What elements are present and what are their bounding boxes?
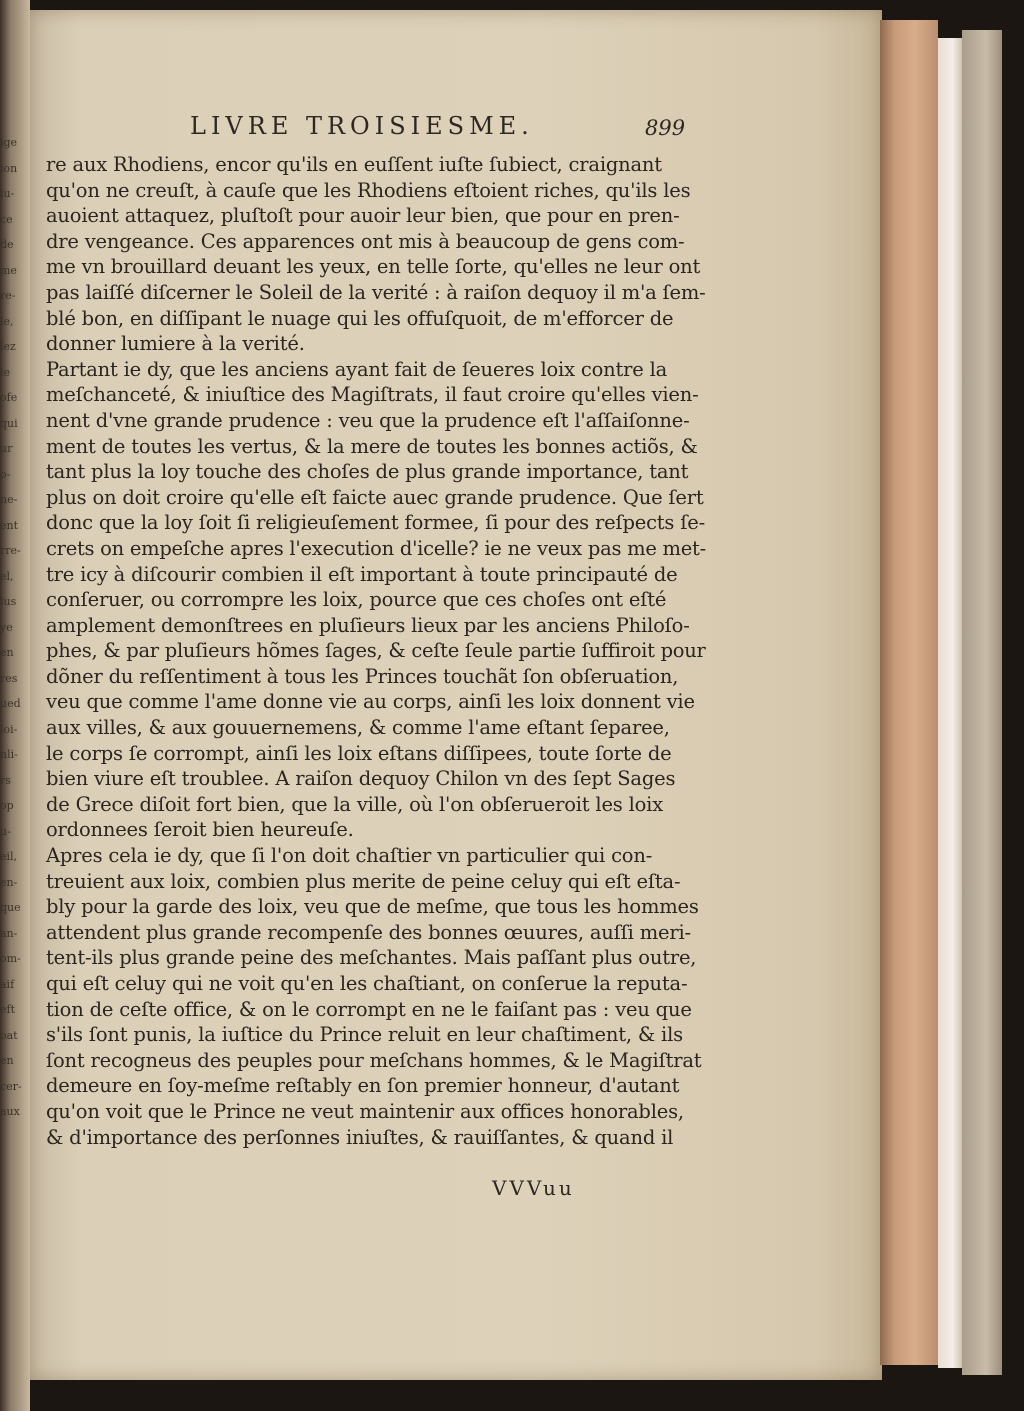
margin-fragment: u- (0, 824, 11, 838)
text-line: donner lumiere à la verité. (46, 332, 305, 356)
margin-fragment: aux (0, 1105, 20, 1118)
margin-fragment: le, (0, 314, 14, 328)
margin-fragment: eft (0, 1003, 16, 1016)
signature-mark: VVVuu (492, 1176, 575, 1200)
margin-fragment: lu- (0, 187, 15, 200)
text-line: nent d'vne grande prudence : veu que la prudence eſt l'aſſaiſonne- (46, 408, 690, 432)
text-line: aux villes, & aux gouuernemens, & comme l'ame eſtant ſeparee, (46, 716, 670, 740)
margin-fragment: ued (0, 697, 21, 710)
body-text (46, 152, 706, 1150)
margin-fragment: ion (0, 161, 18, 175)
margin-fragment: ur (0, 442, 13, 455)
margin-fragment: ige (0, 136, 18, 149)
text-line: treuient aux loix, combien plus merite de peine celuy qui eſt eſta- (46, 869, 681, 893)
text-line: Partant ie dy, que les anciens ayant fait de ſeueres loix contre la (46, 357, 668, 381)
margin-fragment: oat (0, 1028, 18, 1042)
margin-fragment: ye (0, 620, 13, 634)
margin-fragment: lus (0, 595, 17, 608)
margin-fragment: en (0, 646, 14, 659)
margin-fragment: res (0, 671, 18, 685)
margin-fragment: lez (0, 340, 16, 353)
text-line: me vn brouillard deuant les yeux, en telle ſorte, qu'elles ne leur ont (46, 255, 701, 279)
text-line: tre icy à diſcourir combien il eſt important à toute principauté de (46, 562, 678, 586)
margin-fragment: ne- (0, 493, 18, 506)
text-line: & d'importance des perſonnes iniuſtes, & rauiſſantes, & quand il (46, 1125, 674, 1149)
facing-page-edge (0, 0, 30, 1411)
text-line: bly pour la garde des loix, veu que de meſme, que tous les hommes (46, 895, 699, 919)
text-line: ordonnees ſeroit bien heureuſe. (46, 818, 354, 842)
margin-fragment: el, (0, 569, 14, 583)
margin-fragment: qui (0, 416, 18, 430)
margin-fragment: me (0, 263, 17, 277)
margin-fragment: om- (0, 952, 21, 965)
text-line: s'ils ſont punis, la iuſtice du Prince reluit en leur chaſtiment, & ils (46, 1023, 683, 1047)
text-line: re aux Rhodiens, encor qu'ils en euſſent iuſte ſubiect, craignant (46, 153, 662, 176)
text-line: pas laiſſé diſcerner le Soleil de la verité : à raiſon dequoy il m'a ſem- (46, 280, 706, 304)
text-line: amplement demonſtrees en pluſieurs lieux par les anciens Philoſo- (46, 613, 690, 637)
text-line: auoient attaquez, pluſtoſt pour auoir leur bien, que pour en pren- (46, 204, 680, 228)
margin-fragment: rs (0, 773, 11, 787)
margin-fragment: ofe (0, 391, 18, 404)
page-number: 899 (645, 116, 686, 140)
margin-fragment: re- (0, 289, 16, 302)
margin-fragment: rre- (0, 544, 21, 557)
margin-fragment: en (0, 1054, 14, 1067)
text-line: qu'on ne creuſt, à cauſe que les Rhodiens eſtoient riches, qu'ils les (46, 178, 691, 202)
text-line: meſchanceté, & iniuſtice des Magiſtrats, il faut croire qu'elles vien- (46, 383, 699, 407)
margin-fragment: le (0, 365, 11, 379)
text-line: crets on empeſche apres l'execution d'icelle? ie ne veux pas me met- (46, 536, 706, 560)
margin-fragment: an- (0, 926, 18, 940)
facing-page-text-fragments (0, 130, 22, 1125)
margin-fragment: ent (0, 518, 19, 532)
text-line: ſont recognеus des peuples pour meſchans hommes, & le Magiſtrat (46, 1048, 702, 1072)
text-line: de Grece diſoit fort bien, que la ville, où l'on obſerueroit les loix (46, 792, 664, 816)
text-line: tant plus la loy touche des choſes de plus grande importance, tant (46, 460, 689, 484)
running-head: LIVRE TROISIESME. (190, 112, 534, 140)
text-line: dõner du reſſentiment à tous les Princes touchãt ſon obſeruation, (46, 664, 679, 688)
text-line: qu'on voit que le Prince ne veut maintenir aux offices honorables, (46, 1099, 684, 1123)
text-line: demeure en ſoy-meſme reſtably en ſon premier honneur, d'autant (46, 1074, 680, 1098)
margin-fragment: de (0, 238, 14, 251)
text-line: Apres cela ie dy, que ſi l'on doit chaſtier vn particulier qui con- (46, 844, 653, 868)
page-block-edge (880, 20, 938, 1365)
text-line: blé bon, en diſſipant le nuage qui les offuſquoit, de m'efforcer de (46, 306, 674, 330)
page-edge-light (938, 38, 962, 1368)
margin-fragment: ce (0, 212, 13, 226)
text-line: le corps ſe corrompt, ainſi les loix eſtans diſſipees, toute ſorte de (46, 741, 672, 765)
text-line: bien viure eſt troublee. A raiſon dequoy Chilon vn des ſept Sages (46, 767, 676, 791)
margin-fragment: que (0, 901, 21, 914)
text-line: phes, & par pluſieurs hõmes ſages, & ceſte ſeule partie ſuffiroit pour (46, 639, 706, 663)
margin-fragment: cer- (0, 1079, 22, 1093)
margin-fragment: nli- (0, 748, 18, 761)
text-line: qui eſt celuy qui ne voit qu'en les chaſtiant, on conſerue la reputa- (46, 972, 688, 995)
text-line: donc que la loy ſoit ſi religieuſement formee, ſi pour des reſpects ſe- (46, 511, 705, 535)
text-line: dre vengeance. Ces apparences ont mis à beaucoup de gens com- (46, 229, 685, 253)
text-line: tent-ils plus grande peine des meſchantes. Mais paſſant plus outre, (46, 946, 697, 970)
margin-fragment: aif (0, 977, 15, 991)
text-line: plus on doit croire qu'elle eſt faicte auec grande prudence. Que ſert (46, 485, 704, 509)
margin-fragment: o- (0, 467, 11, 481)
margin-fragment: loi- (0, 722, 18, 736)
margin-fragment: en- (0, 875, 18, 889)
text-line: veu que comme l'ame donne vie au corps, ainſi les loix donnent vie (46, 690, 695, 714)
text-line: ment de toutes les vertus, & la mere de toutes les bonnes actiõs, & (46, 434, 698, 458)
margin-fragment: op (0, 799, 14, 812)
book-cover-edge (962, 30, 1002, 1375)
text-line: conſeruer, ou corrompre les loix, pource que ces choſes ont eſté (46, 588, 667, 612)
text-line: attendent plus grande recompenſe des bonnes œuures, auſſi meri- (46, 920, 691, 944)
text-line: tion de ceſte office, & on le corrompt en ne le faiſant pas : veu que (46, 997, 692, 1021)
margin-fragment: eil, (0, 850, 18, 863)
